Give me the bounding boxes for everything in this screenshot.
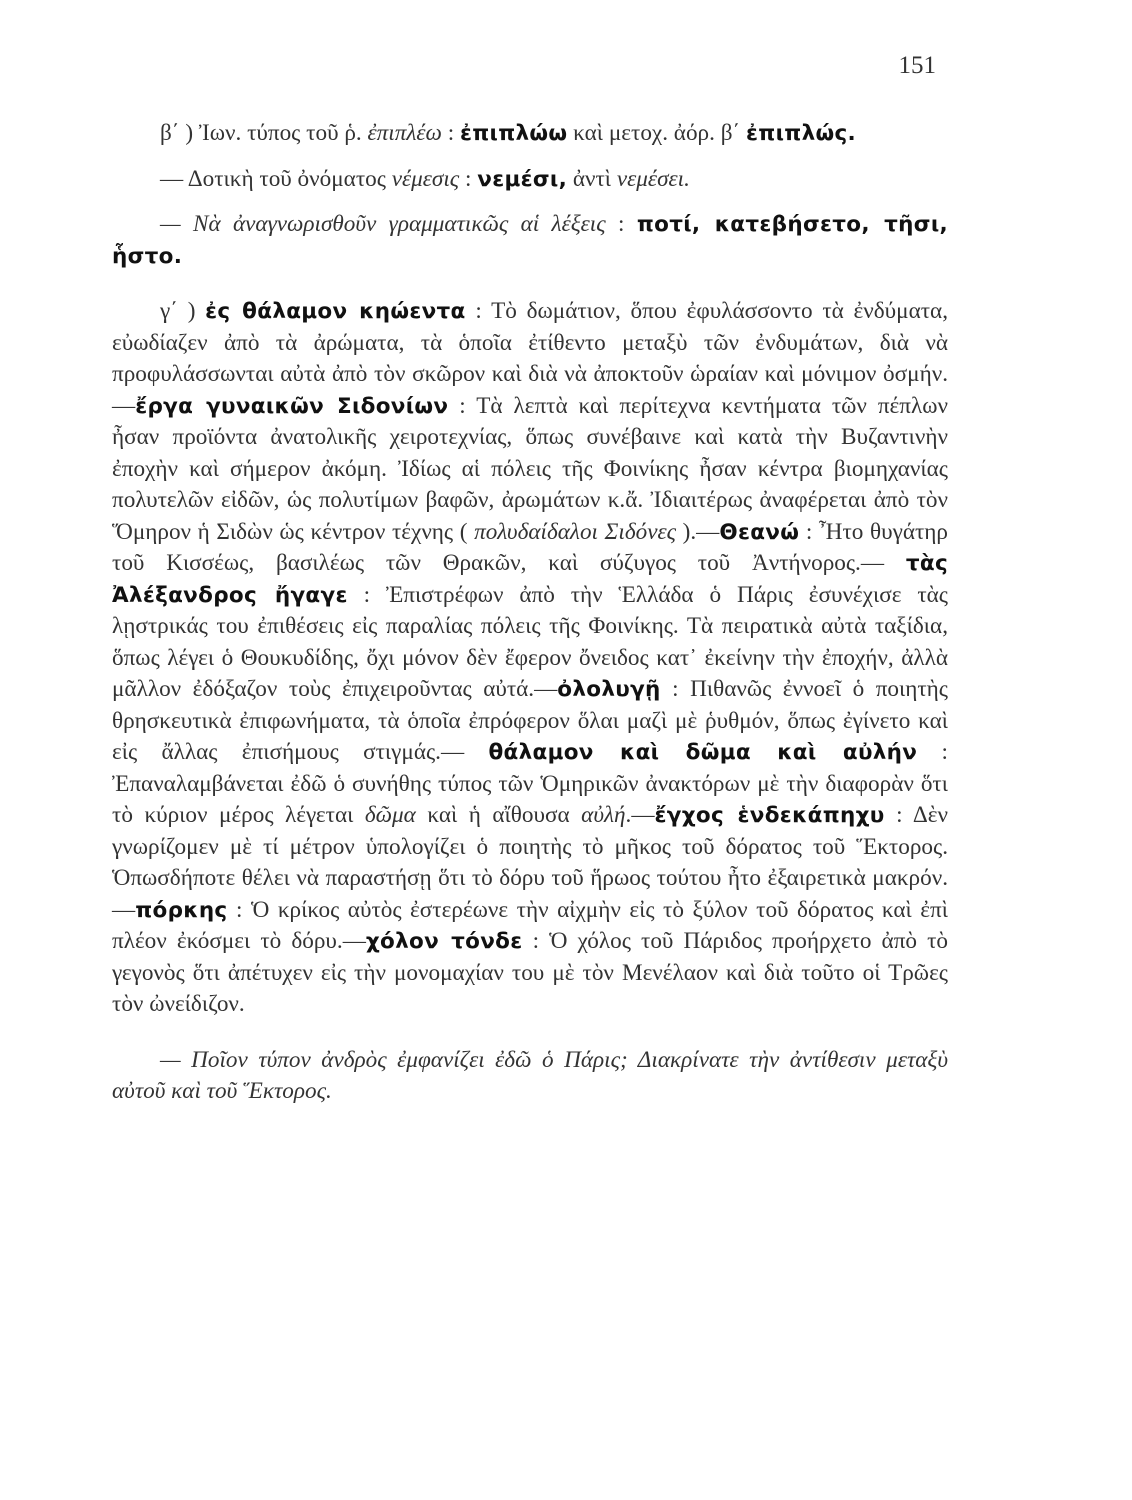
text-run: καὶ ἡ αἴθουσα: [415, 802, 582, 828]
text-run: — Δοτικὴ τοῦ ὀνόματος: [160, 165, 392, 192]
text-run: ).—: [676, 518, 720, 545]
lemma-term: ὀλολυγῇ: [557, 677, 661, 702]
commentary-text: [112, 118, 948, 1108]
lemma-term: ἔγχος ἑνδεκάπηχυ: [654, 803, 885, 828]
italic-text: νεμέσει.: [616, 165, 690, 192]
lemma-term: ἐς θάλαμον κηώεντα: [205, 299, 466, 324]
italic-text: νέμεσις: [391, 165, 460, 192]
lemma-term: ἐπιπλώω: [459, 121, 568, 146]
italic-text: — Ποῖον τύπον ἀνδρὸς ἐμφανίζει ἐδῶ ὁ Πάρις; Διακρίνατε τὴν ἀντίθεσιν μεταξὺ αὐτοῦ καὶ τοῦ Ἕκτορος.: [112, 1046, 948, 1104]
italic-text: αὐλή: [581, 802, 626, 828]
lemma-term: Θεανώ: [719, 519, 800, 545]
lemma-term: τὰς Ἀλέξανδρος ἤγαγε: [112, 551, 948, 608]
question-paris: [112, 1045, 948, 1108]
italic-text: δῶμα: [364, 802, 416, 828]
text-run: :: [441, 120, 460, 146]
text-run: : Ἐπαναλαμβάνεται ἐδῶ ὁ συνήθης τύπος τῶν Ὁμηρικῶν ἀνακτόρων μὲ τὴν διαφορὰν ὅτι τὸ κύριον μέρος λέγεται: [112, 739, 948, 828]
text-run: ἀντὶ: [567, 165, 617, 192]
text-run: γ΄ ): [160, 298, 206, 324]
italic-text: πολυδαίδαλοι Σιδόνες: [474, 518, 677, 545]
lemma-term: ἔργα γυναικῶν Σιδονίων: [135, 393, 449, 419]
text-run: : Ὁ κρίκος αὐτὸς ἐστερέωνε τὴν αἰχμὴν εἰς τὸ ξύλον τοῦ δόρατος καὶ ἐπὶ πλέον ἐκόσμει τὸ δόρυ.—: [112, 896, 948, 954]
lemma-term: νεμέσι,: [477, 166, 568, 192]
lemma-term: ἐπιπλώς.: [746, 121, 856, 146]
italic-text: ἐπιπλέω: [367, 120, 442, 146]
text-run: : Τὸ δωμάτιον, ὅπου ἐφυλάσσοντο τὰ ἐνδύματα, εὐωδίαζεν ἀπὸ τὰ ἀρώματα, τὰ ὁποῖα ἐτίθεντο μεταξὺ τῶν ἐνδυμάτων, διὰ νὰ προφυλάσσωνται αὐτὰ ἀπὸ τὸν σκῶρον καὶ διὰ νὰ ἀποκτοῦν ὡραίαν καὶ μόνιμον ὀσμήν.—: [112, 298, 948, 419]
note-beta: [112, 118, 948, 150]
text-run: :: [605, 211, 637, 237]
page-number: 151: [898, 52, 936, 79]
text-run: β΄ ) Ἰων. τύπος τοῦ ῥ.: [160, 120, 368, 146]
lemma-term: θάλαμον καὶ δῶμα καὶ αὐλήν: [488, 740, 918, 765]
text-run: : Ὁ χόλος τοῦ Πάριδος προήρχετο ἀπὸ τὸ γεγονὸς ὅτι ἀπέτυχεν εἰς τὴν μονομαχίαν του μὲ τὸν Μενέλαον καὶ διὰ τοῦτο οἱ Τρῶες τὸν ὠνείδιζον.: [112, 928, 948, 1017]
text-run: : Τὰ λεπτὰ καὶ περίτεχνα κεντήματα τῶν πέπλων ἦσαν προϊόντα ἀνατολικῆς χειροτεχνίας, ὅπως συνέβαινε καὶ κατὰ τὴν Βυζαντινὴν ἐποχὴν καὶ σήμερον ἀκόμη. Ἰδίως αἱ πόλεις τῆς Φοινίκης ἦσαν κέντρα βιομηχανίας πολυτελῶν εἰδῶν, ὡς πολυτίμων βαφῶν, ἀρωμάτων κ.ἄ. Ἰδιαιτέρως ἀναφέρεται ἀπὸ τὸν Ὅμηρον ἡ Σιδὼν ὡς κέντρον τέχνης (: [112, 392, 948, 545]
note-dative: [112, 164, 948, 196]
text-run: .—: [625, 802, 655, 828]
lemma-term: πόρκης: [135, 897, 228, 923]
text-run: :: [459, 165, 478, 192]
text-run: : Πιθανῶς ἐννοεῖ ὁ ποιητὴς θρησκευτικὰ ἐπιφωνήματα, τὰ ὁποῖα ἐπρόφερον ὅλαι μαζὶ μὲ ῥυθμόν, ὅπως ἐγίνετο καὶ εἰς ἄλλας ἐπισήμους στιγμάς.—: [112, 676, 948, 765]
text-run: : Ἦτο θυγάτηρ τοῦ Κισσέως, βασιλέως τῶν Θρακῶν, καὶ σύζυγος τοῦ Ἀντήνορος.—: [112, 518, 948, 576]
lemma-term: χόλον τόνδε: [365, 929, 523, 954]
text-run: : Δὲν γνωρίζομεν μὲ τί μέτρον ὑπολογίζει ὁ ποιητὴς τὸ μῆκος τοῦ δόρατος τοῦ Ἕκτορος. Ὁπωσδήποτε θέλει νὰ παραστήσῃ ὅτι τὸ δόρυ τοῦ ἥρωος τούτου ἦτο ἐξαιρετικὰ μακρόν.—: [112, 802, 948, 923]
note-gamma: [112, 296, 948, 1021]
lemma-term: ποτί, κατεβήσετο, τῆσι, ἧστο.: [112, 212, 948, 269]
question-grammar: [112, 209, 948, 272]
text-run: : Ἐπιστρέφων ἀπὸ τὴν Ἑλλάδα ὁ Πάρις ἐσυνέχισε τὰς λῃστρικάς του ἐπιθέσεις εἰς παραλίας πόλεις τῆς Φοινίκης. Τὰ πειρατικὰ αὐτὰ ταξίδια, ὅπως λέγει ὁ Θουκυδίδης, ὄχι μόνον δὲν ἔφερον ὄνειδος κατ᾽ ἐκείνην τὴν ἐποχήν, ἀλλὰ μᾶλλον ἐδόξαζον τοὺς ἐπιχειροῦντας αὐτά.—: [112, 581, 948, 702]
text-run: καὶ μετοχ. ἀόρ. β΄: [567, 120, 747, 146]
italic-text: — Νὰ ἀναγνωρισθοῦν γραμματικῶς αἱ λέξεις: [160, 211, 606, 237]
